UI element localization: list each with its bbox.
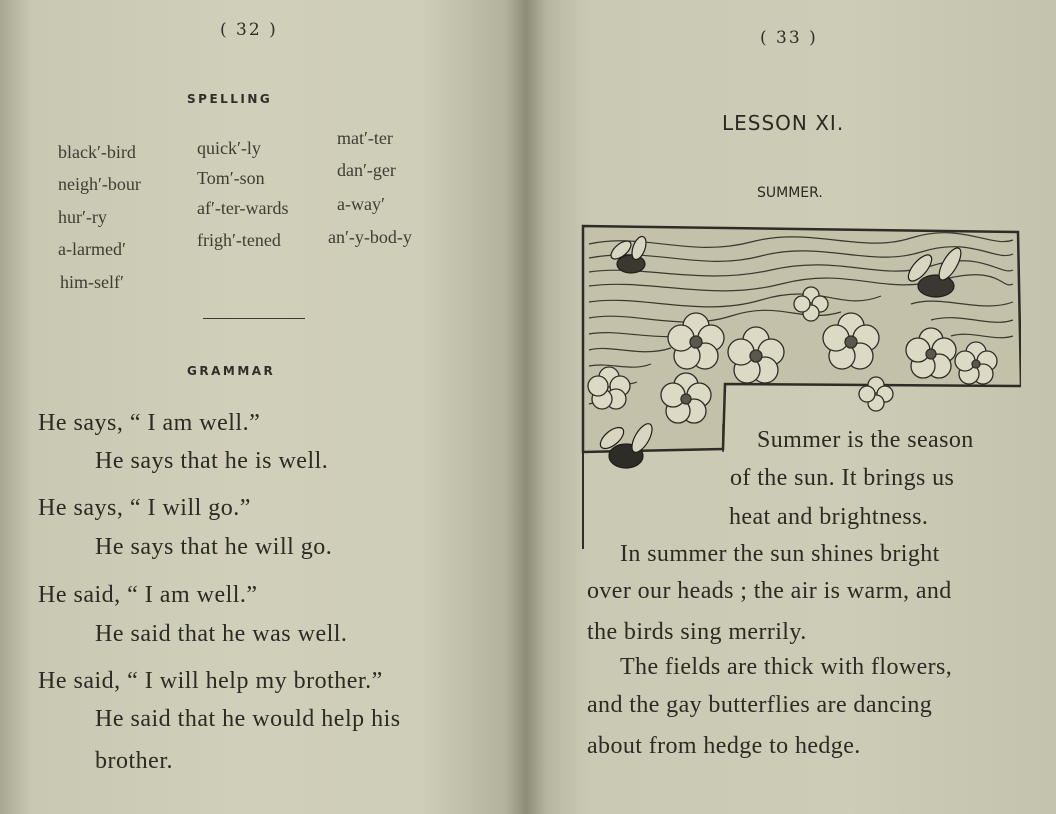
grammar-line: brother. — [95, 748, 173, 774]
page-number-right: ( 33 ) — [760, 28, 818, 48]
spelling-word: quick′-ly — [197, 138, 261, 158]
spelling-word: him-self′ — [60, 272, 124, 292]
body-line: the birds sing merrily. — [587, 619, 807, 645]
grammar-line: He says, “ I will go.” — [38, 495, 251, 521]
lesson-title: LESSON XI. — [722, 111, 845, 135]
spelling-word: hur′-ry — [58, 207, 107, 227]
spelling-word: mat′-ter — [337, 128, 393, 148]
spelling-word: neigh′-bour — [58, 174, 141, 194]
spelling-heading: SPELLING — [187, 92, 273, 106]
grammar-line: He says that he will go. — [95, 534, 333, 560]
body-line: In summer the sun shines bright — [620, 541, 940, 567]
grammar-line: He said, “ I will help my brother.” — [38, 668, 383, 694]
body-line: over our heads ; the air is warm, and — [587, 578, 952, 604]
spelling-word: a-way′ — [337, 194, 385, 214]
spelling-word: a-larmed′ — [58, 239, 126, 259]
spelling-word: black′-bird — [58, 142, 136, 162]
spelling-word: frigh′-tened — [197, 230, 281, 250]
grammar-line: He said that he was well. — [95, 621, 348, 647]
section-divider — [203, 318, 305, 319]
body-line: of the sun. It brings us — [730, 465, 955, 491]
spelling-word: Tom′-son — [197, 168, 265, 188]
grammar-line: He said that he would help his — [95, 706, 401, 732]
body-line: Summer is the season — [757, 427, 974, 453]
spelling-word: dan′-ger — [337, 160, 396, 180]
lesson-subtitle: SUMMER. — [757, 185, 823, 201]
body-line: heat and brightness. — [729, 504, 929, 530]
grammar-heading: GRAMMAR — [187, 364, 276, 378]
spelling-word: an′-y-bod-y — [328, 227, 412, 247]
spelling-word: af′-ter-wards — [197, 198, 289, 218]
grammar-line: He says that he is well. — [95, 448, 329, 474]
grammar-line: He said, “ I am well.” — [38, 582, 258, 608]
left-page — [0, 0, 526, 814]
grammar-line: He says, “ I am well.” — [38, 410, 261, 436]
page-number-left: ( 32 ) — [220, 20, 278, 40]
body-line: and the gay butterflies are dancing — [587, 692, 933, 718]
body-line: about from hedge to hedge. — [587, 733, 861, 759]
body-line: The fields are thick with flowers, — [620, 654, 953, 680]
